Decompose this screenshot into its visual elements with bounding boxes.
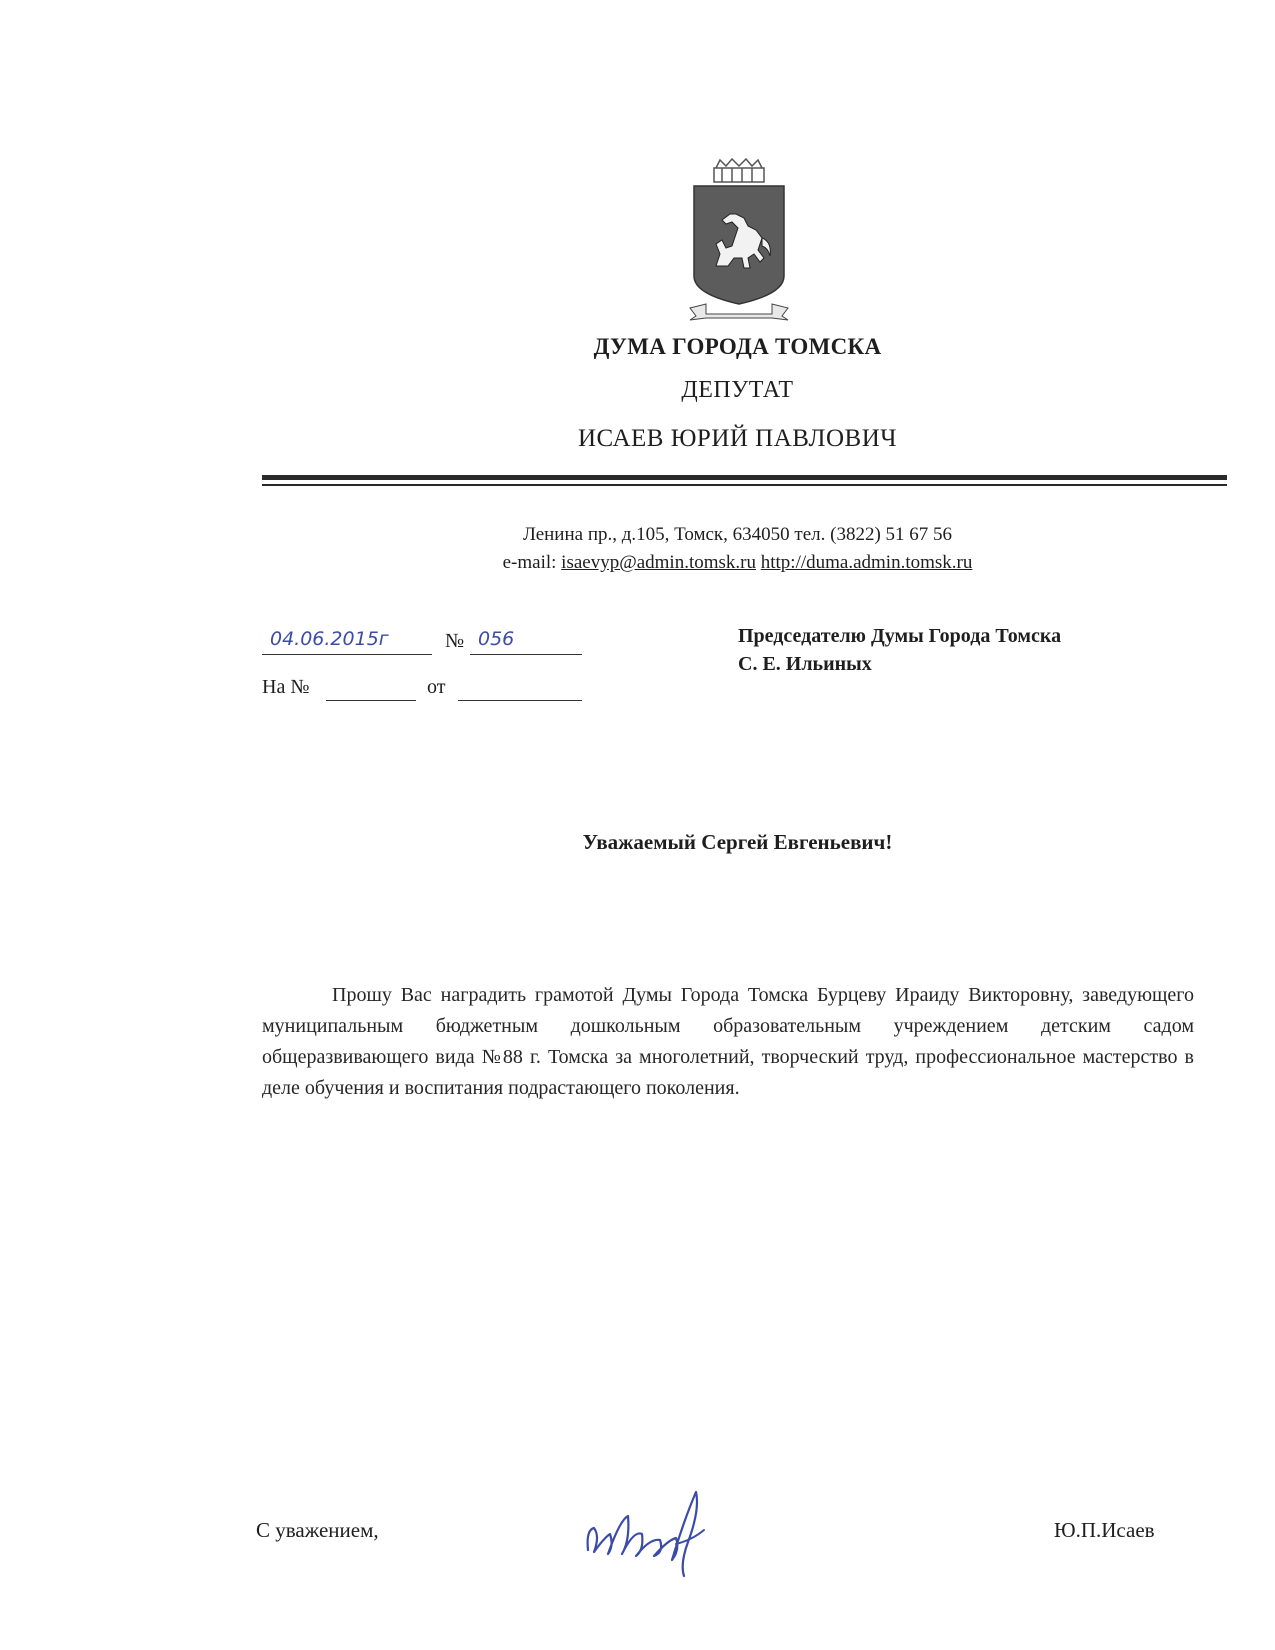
number-sign-label: № bbox=[445, 630, 465, 652]
reply-reference bbox=[262, 676, 592, 706]
addressee-title: Председателю Думы Города Томска bbox=[738, 625, 1062, 647]
date-underline bbox=[262, 654, 432, 655]
contact-links bbox=[250, 552, 1225, 574]
website-link[interactable]: http://duma.admin.tomsk.ru bbox=[760, 552, 973, 573]
outgoing-number: 056 bbox=[478, 628, 515, 650]
greeting: Уважаемый Сергей Евгеньевич! bbox=[582, 830, 893, 854]
closing-regards: С уважением, bbox=[256, 1518, 379, 1542]
addressee-name: С. Е. Ильиных bbox=[738, 653, 872, 675]
coat-of-arms-icon bbox=[686, 158, 792, 322]
outgoing-registration bbox=[262, 628, 582, 660]
reply-date-blank bbox=[458, 700, 582, 701]
position-title: ДЕПУТАТ bbox=[681, 377, 794, 403]
outgoing-date: 04.06.2015г bbox=[270, 628, 389, 650]
email-link[interactable]: isaevyp@admin.tomsk.ru bbox=[561, 552, 756, 573]
reply-from-label: от bbox=[427, 676, 446, 698]
handwritten-signature bbox=[584, 1480, 734, 1580]
header-divider bbox=[262, 475, 1227, 487]
postal-address: Ленина пр., д.105, Томск, 634050 тел. (3822) 51 67 56 bbox=[522, 524, 953, 545]
reply-to-label: На № bbox=[262, 676, 310, 698]
letter-body: Прошу Вас наградить грамотой Думы Города Томска Бурцеву Ираиду Викторовну, заведующего муниципальным бюджетным дошкольным образовательным учреждением детским садом общеразвивающего вида №88 г. Томска за многолетний, творческий труд, профессиональное мастерство в деле обучения и воспитания подрастающего поколения. bbox=[262, 984, 1194, 1099]
organization-title: ДУМА ГОРОДА ТОМСКА bbox=[593, 334, 882, 359]
number-underline bbox=[470, 654, 582, 655]
email-label: e-mail: bbox=[502, 552, 557, 573]
signer-name: Ю.П.Исаев bbox=[1054, 1518, 1155, 1542]
deputy-name: ИСАЕВ ЮРИЙ ПАВЛОВИЧ bbox=[577, 425, 897, 452]
addressee-block bbox=[738, 622, 1061, 678]
reply-number-blank bbox=[326, 700, 416, 701]
